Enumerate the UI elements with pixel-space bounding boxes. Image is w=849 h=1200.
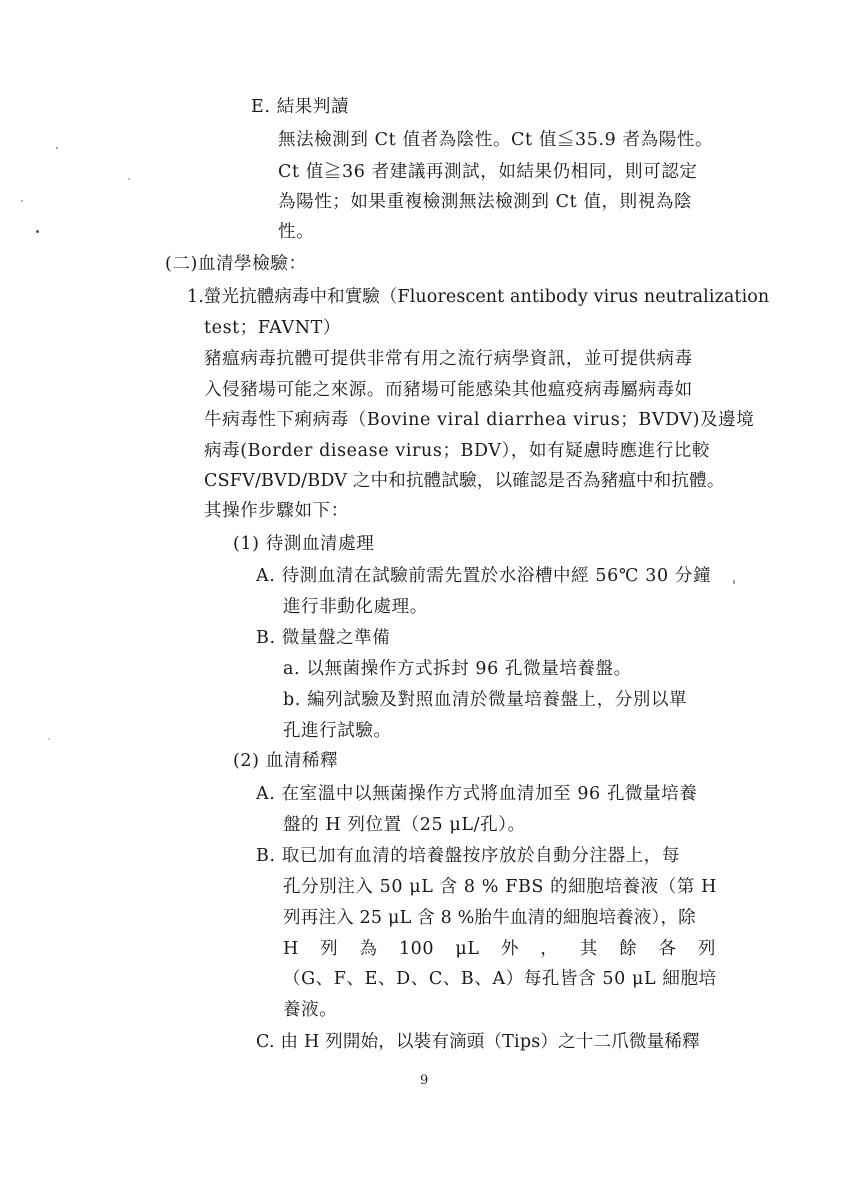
justified-word: H <box>283 939 299 959</box>
step-2-c-line-1: C. 由 H 列開始，以裝有滴頭（Tips）之十二爪微量稀釋 <box>256 1032 700 1052</box>
justified-word: 外 <box>500 939 520 959</box>
item-1-title-line-1: 1.螢光抗體病毒中和實驗（Fluorescent antibody virus neutralization <box>187 287 770 307</box>
step-2-heading: (2) 血清稀釋 <box>233 751 339 771</box>
step-1-heading: (1) 待測血清處理 <box>233 534 375 554</box>
item-1-para-line-4: 病毒(Border disease virus；BDV），如有疑慮時應進行比較 <box>204 441 711 461</box>
justified-word: μL <box>455 939 480 959</box>
step-2-b-line-6: 養液。 <box>283 1000 338 1020</box>
section-e-heading: E. 結果判讀 <box>251 97 350 117</box>
item-1-para-line-2: 入侵豬場可能之來源。而豬場可能感染其他瘟疫病毒屬病毒如 <box>204 380 693 400</box>
item-1-title-line-2: test；FAVNT） <box>204 318 342 338</box>
step-2-a-line-2: 盤的 H 列位置（25 μL/孔）。 <box>283 815 526 835</box>
step-2-b-line-4 <box>283 938 716 960</box>
justified-word: 各 <box>658 939 677 959</box>
item-1-para-line-1: 豬瘟病毒抗體可提供非常有用之流行病學資訊，並可提供病毒 <box>204 349 693 369</box>
step-1-b-heading: B. 微量盤之準備 <box>256 628 391 648</box>
step-1-b-b-line-2: 孔進行試驗。 <box>283 721 392 741</box>
scan-speck <box>21 200 23 202</box>
justified-word: 列 <box>320 939 339 959</box>
item-1-para-line-6: 其操作步驟如下： <box>204 501 349 521</box>
justified-word: 其 <box>579 939 598 959</box>
justified-word: 為 <box>359 939 378 959</box>
scan-speck <box>36 230 39 233</box>
justified-word: ， <box>540 939 559 959</box>
step-2-b-line-1: B. 取已加有血清的培養盤按序放於自動分注器上，每 <box>256 846 680 866</box>
page-number: 9 <box>420 1073 429 1088</box>
justified-word: 餘 <box>619 939 638 959</box>
step-2-b-line-5: （G、F、E、D、C、B、A）每孔皆含 50 μL 細胞培 <box>283 969 717 989</box>
step-2-a-line-1: A. 在室溫中以無菌操作方式將血清加至 96 孔微量培養 <box>256 784 698 804</box>
scan-speck <box>128 178 130 180</box>
section-e-line-2: Ct 值≧36 者建議再測試，如結果仍相同，則可認定 <box>278 162 698 182</box>
step-2-b-line-3: 列再注入 25 μL 含 8 %胎牛血清的細胞培養液），除 <box>283 908 696 928</box>
section-e-line-4: 性。 <box>278 222 315 242</box>
scan-speck <box>48 738 50 740</box>
step-2-b-line-2: 孔分別注入 50 μL 含 8 % FBS 的細胞培養液（第 H <box>283 877 717 897</box>
step-1-a-line-2: 進行非動化處理。 <box>283 597 428 617</box>
step-1-b-b-line-1: b. 編列試驗及對照血清於微量培養盤上，分別以單 <box>283 690 688 710</box>
step-1-b-a: a. 以無菌操作方式拆封 96 孔微量培養盤。 <box>283 659 632 679</box>
justified-word: 列 <box>697 939 716 959</box>
section-e-line-3: 為陽性；如果重複檢測無法檢測到 Ct 值，則視為陰 <box>278 192 693 212</box>
scan-speck <box>56 147 58 149</box>
item-1-para-line-5: CSFV/BVD/BDV 之中和抗體試驗，以確認是否為豬瘟中和抗體。 <box>204 471 725 491</box>
justified-word: 100 <box>398 939 435 959</box>
scan-speck <box>733 580 735 584</box>
section-2-heading: (二)血清學檢驗： <box>165 254 307 274</box>
item-1-para-line-3: 牛病毒性下痢病毒（Bovine viral diarrhea virus；BVDV)及邊境 <box>204 410 755 430</box>
step-1-a-line-1: A. 待測血清在試驗前需先置於水浴槽中經 56℃ 30 分鐘 <box>256 566 712 586</box>
section-e-line-1: 無法檢測到 Ct 值者為陰性。Ct 值≦35.9 者為陽性。 <box>278 130 714 150</box>
